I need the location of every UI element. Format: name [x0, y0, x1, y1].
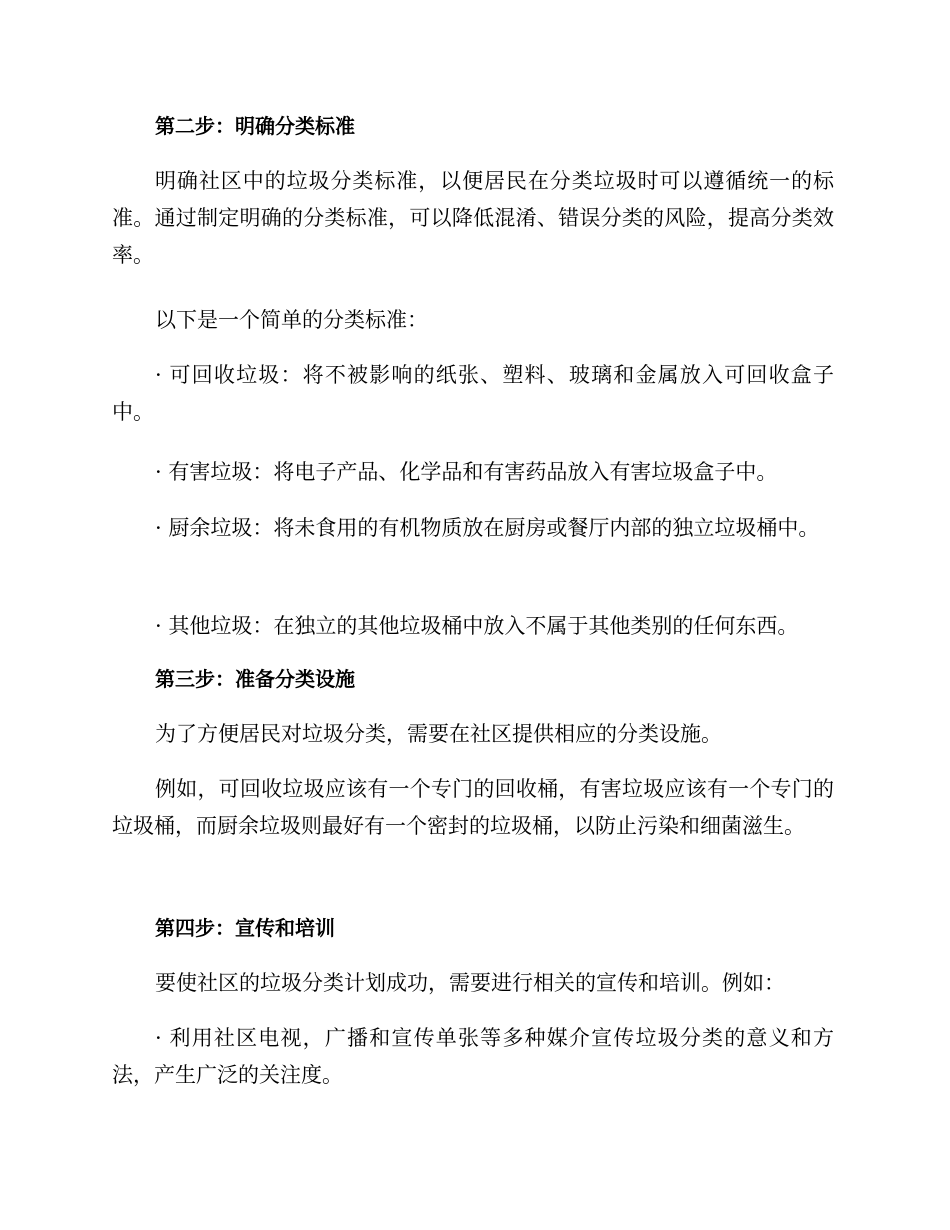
bullet-other-waste: · 其他垃圾：在独立的其他垃圾桶中放入不属于其他类别的任何东西。 — [155, 614, 799, 638]
bullet-media-promotion: · 利用社区电视，广播和宣传单张等多种媒介宣传垃圾分类的意义和方法，产生广泛的关注度。 — [112, 1026, 834, 1087]
section-heading-step-4: 第四步：宣传和培训 — [155, 916, 335, 940]
section-heading-step-2: 第二步：明确分类标准 — [155, 114, 355, 138]
paragraph-facilities-example: 例如，可回收垃圾应该有一个专门的回收桶，有害垃圾应该有一个专门的垃圾桶，而厨余垃圾则最好有一个密封的垃圾桶，以防止污染和细菌滋生。 — [112, 777, 834, 838]
paragraph-promotion: 要使社区的垃圾分类计划成功，需要进行相关的宣传和培训。例如： — [155, 971, 785, 995]
bullet-recyclable: · 可回收垃圾：将不被影响的纸张、塑料、玻璃和金属放入可回收盒子中。 — [112, 363, 834, 424]
paragraph-facilities: 为了方便居民对垃圾分类，需要在社区提供相应的分类设施。 — [155, 722, 722, 746]
paragraph-classification-standard: 明确社区中的垃圾分类标准，以便居民在分类垃圾时可以遵循统一的标准。通过制定明确的分类标准，可以降低混淆、错误分类的风险，提高分类效率。 — [112, 169, 834, 267]
paragraph-standard-intro: 以下是一个简单的分类标准： — [155, 308, 428, 332]
section-heading-step-3: 第三步：准备分类设施 — [155, 667, 355, 691]
bullet-kitchen-waste: · 厨余垃圾：将未食用的有机物质放在厨房或餐厅内部的独立垃圾桶中。 — [155, 516, 820, 540]
bullet-hazardous: · 有害垃圾：将电子产品、化学品和有害药品放入有害垃圾盒子中。 — [155, 460, 778, 484]
